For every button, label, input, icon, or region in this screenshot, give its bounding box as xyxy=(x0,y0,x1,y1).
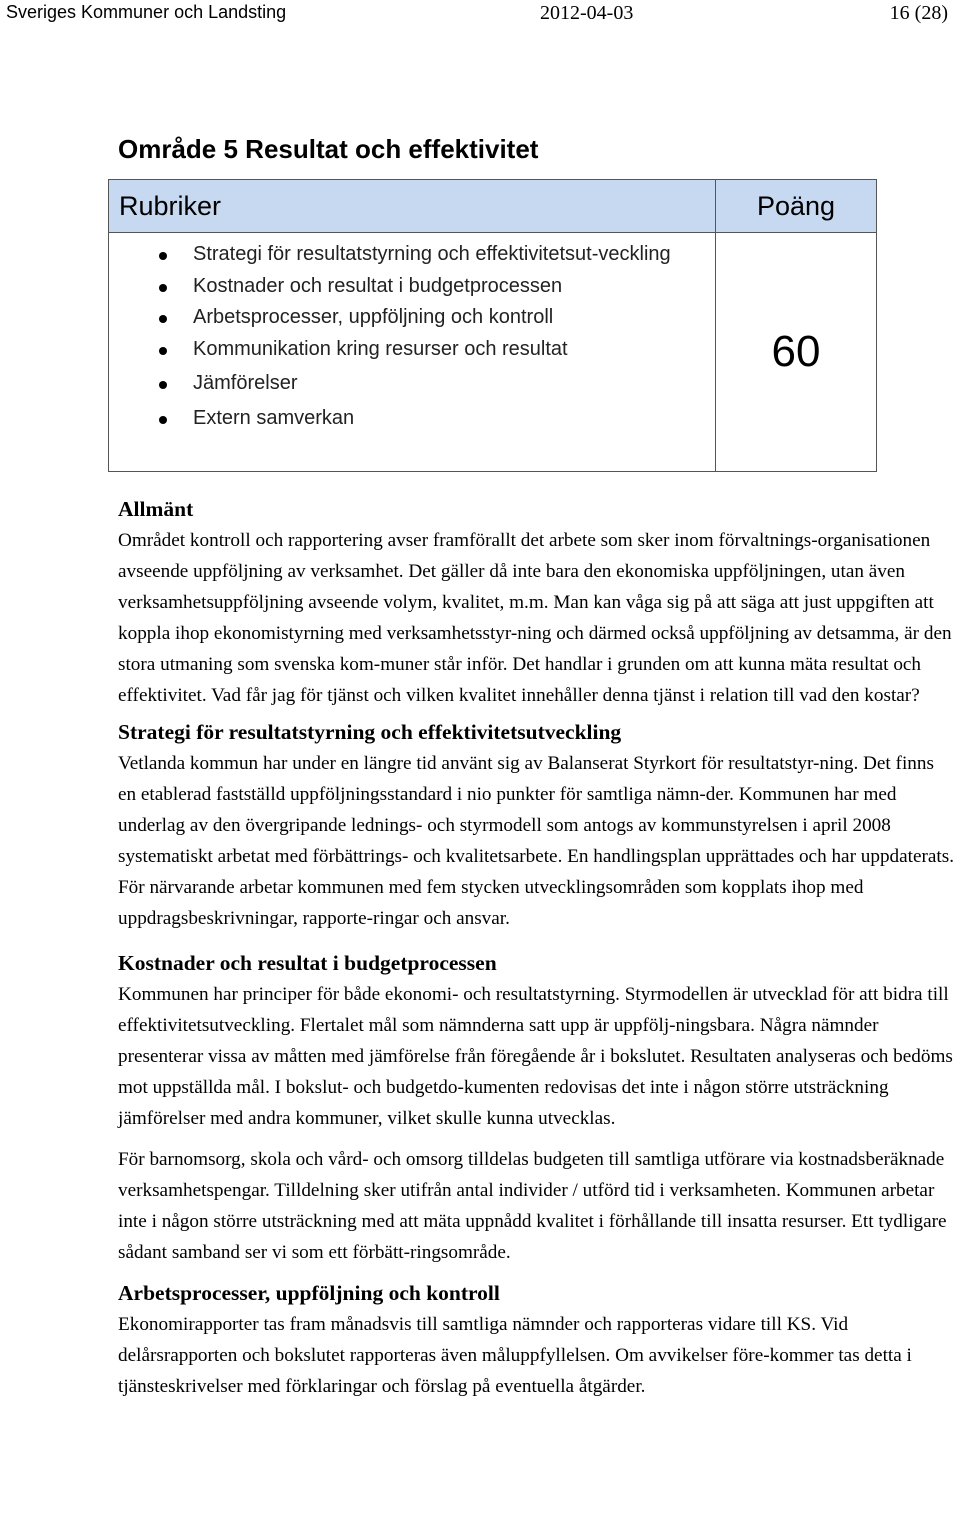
list-item: Kostnader och resultat i budgetprocessen xyxy=(109,271,715,303)
page-header xyxy=(0,0,960,30)
paragraph-costs-2: För barnomsorg, skola och vård- och omsorg tilldelas budgeten till samtliga utförare via kostnadsberäknade verksamhetspengar. Tilldelning sker utifrån antal individer / utförd tid i verksamheten. Kommunen arbetar inte i någon större utsträckning med att mäta uppnådd kvalitet i förhållande till insatta resurser. Ett tydligare sådant samband ser vi som ett förbätt-ringsområde. xyxy=(118,1149,947,1263)
header-date: 2012-04-03 xyxy=(540,2,634,24)
list-item: Strategi för resultatstyrning och effektivitetsut-veckling xyxy=(109,239,713,271)
section-heading-strategy: Strategi för resultatstyrning och effektivitetsutveckling xyxy=(118,720,622,744)
paragraph-costs-1: Kommunen har principer för både ekonomi- och resultatstyrning. Styrmodellen är utvecklad för att bidra till effektivitetsutveckling. Flertalet mål som nämnderna satt upp är uppfölj-ningsbara. Några nämnder presenterar vissa av måtten med jämförelse från föregående år i bokslutet. Resultaten analyseras och bedöms mot uppställda mål. I bokslut- och budgetdo-kumenten redovisas det inte i någon större utsträckning jämförelser med andra kommuner, vilket skulle kunna utvecklas. xyxy=(118,984,953,1129)
paragraph-general: Området kontroll och rapportering avser framförallt det arbete som sker inom förvaltnings-organisationen avseende uppföljning av verksamhet. Det gäller då inte bara den ekonomiska uppföljningen, utan även verksamhetsuppföljning avseende volym, kvalitet, m.m. Man kan våga sig på att säga att just uppgiften att koppla ihop ekonomistyrning med verksamhetsstyr-ning och därmed också uppföljning av detsamma, är den stora utmaning som svenska kom-muner står inför. Det handlar i grunden om att kunna mäta resultat och effektivitet. Vad får jag för tjänst och vilken kvalitet innehåller denna tjänst i relation till vad den kostar? xyxy=(118,530,952,706)
headings-column-header: Rubriker xyxy=(109,180,716,233)
headings-list xyxy=(109,239,715,434)
score-table-row xyxy=(109,233,877,472)
body-content xyxy=(118,494,954,1402)
section-heading-general: Allmänt xyxy=(118,497,194,521)
header-page-number: 16 (28) xyxy=(889,2,948,24)
list-item: Extern samverkan xyxy=(109,403,715,435)
list-item: Jämförelser xyxy=(109,368,715,400)
score-table xyxy=(108,179,877,472)
section-heading-processes: Arbetsprocesser, uppföljning och kontroll xyxy=(118,1281,500,1305)
header-organization: Sveriges Kommuner och Landsting xyxy=(6,2,287,22)
points-value: 60 xyxy=(716,233,877,472)
list-item: Arbetsprocesser, uppföljning och kontroll xyxy=(109,302,715,334)
paragraph-strategy: Vetlanda kommun har under en längre tid använt sig av Balanserat Styrkort för resultatstyr-ning. Det finns en etablerad fastställd uppföljningsstandard i nio punkter för samtliga nämn-der. Kommunen har med underlag av den övergripande lednings- och styrmodell som antogs av kommunstyrelsen i april 2008 systematiskt arbetat med förbättrings- och kvalitetsarbete. En handlingsplan upprättades och har uppdaterats. För närvarande arbetar kommunen med fem stycken utvecklingsområden som kopplats ihop med uppdragsbeskrivningar, rapporte-ringar och ansvar. xyxy=(118,753,954,929)
area-title: Område 5 Resultat och effektivitet xyxy=(118,134,539,164)
paragraph-processes: Ekonomirapporter tas fram månadsvis till samtliga nämnder och rapporteras vidare till KS. Vid delårsrapporten och bokslutet rapporteras även måluppfyllelsen. Om avvikelser före-kommer tas detta i tjänsteskrivelser med förklaringar och förslag på eventuella åtgärder. xyxy=(118,1314,912,1397)
list-item: Kommunikation kring resurser och resultat xyxy=(109,334,715,366)
points-column-header: Poäng xyxy=(716,180,877,233)
score-table-header xyxy=(109,180,877,233)
headings-cell xyxy=(109,233,716,472)
section-heading-costs: Kostnader och resultat i budgetprocessen xyxy=(118,951,497,975)
